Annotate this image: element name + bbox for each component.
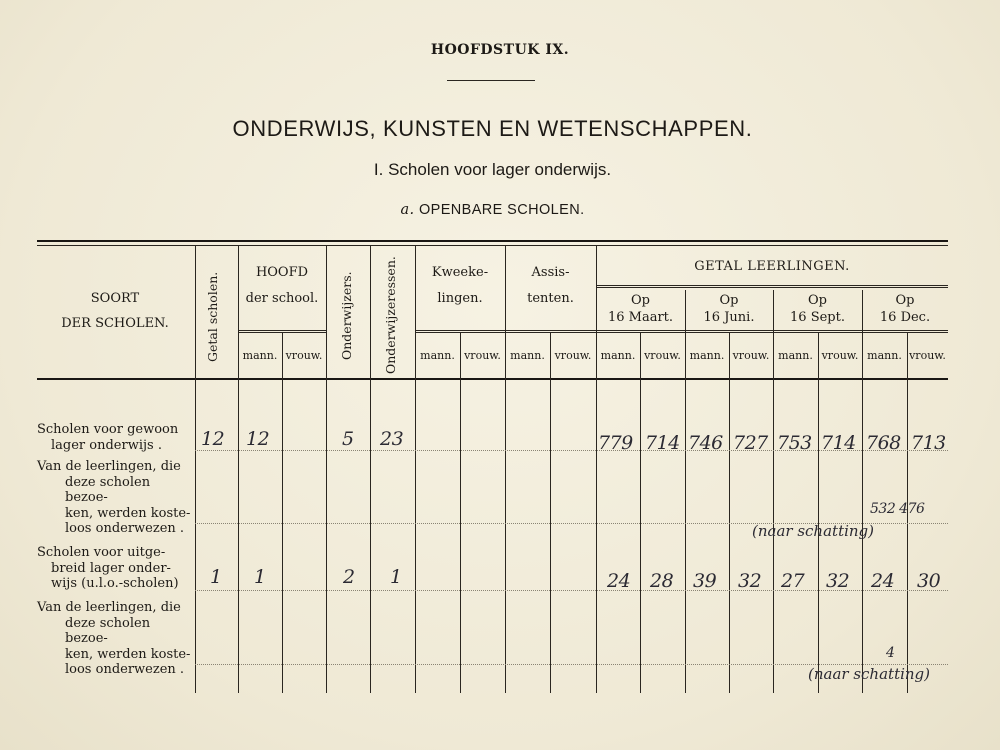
header-date-juni — [685, 292, 773, 326]
dates-rule — [596, 330, 948, 333]
row-label-line: wijs (u.l.o.-scholen) — [51, 576, 179, 591]
cell-leerlingen: 30 — [917, 570, 941, 592]
cell-leerlingen: 714 — [645, 432, 680, 454]
row-label-line: Scholen voor uitge- — [37, 545, 166, 560]
col-divider — [460, 333, 461, 693]
header-soort — [40, 290, 190, 332]
header-soort-line2: DER SCHOLEN. — [61, 316, 169, 331]
header-vrouw: vrouw. — [285, 349, 323, 362]
cell-leerlingen: 727 — [733, 432, 768, 454]
subsection-heading — [0, 202, 985, 218]
cell-onderwijzeressen: 23 — [380, 428, 404, 450]
table-top-rule — [37, 240, 948, 242]
page-title: ONDERWIJS, KUNSTEN EN WETENSCHAPPEN. — [232, 116, 753, 141]
cell-onderwijzers: 2 — [343, 566, 355, 588]
row-label-line: deze scholen bezoe- — [65, 474, 151, 505]
date-label: 16 Sept. — [790, 310, 845, 325]
header-mann: mann. — [600, 349, 636, 362]
note-values: 4 — [886, 645, 895, 661]
header-getal-scholen: Getal scholen. — [205, 271, 220, 362]
row-label-line: loos onderwezen . — [65, 662, 185, 677]
header-date-dec — [862, 292, 948, 326]
header-assis-line1: Assis- — [531, 265, 570, 280]
col-divider — [415, 246, 416, 693]
cell-getal-scholen: 1 — [210, 566, 222, 588]
cell-leerlingen: 746 — [688, 432, 723, 454]
header-onderwijzeressen: Onderwijzeressen. — [383, 256, 398, 374]
cell-leerlingen: 714 — [821, 432, 856, 454]
header-date-sept — [773, 292, 862, 326]
cell-hoofd-mann: 12 — [246, 428, 270, 450]
header-mann: mann. — [420, 349, 455, 362]
cell-getal-scholen: 12 — [201, 428, 225, 450]
subsection-letter: a. — [400, 202, 415, 218]
row-label-line: Scholen voor gewoon — [37, 422, 179, 437]
row-label-line: loos onderwezen . — [65, 521, 185, 536]
header-vrouw: vrouw. — [732, 349, 770, 362]
assis-rule — [505, 330, 596, 333]
col-divider — [505, 246, 506, 693]
header-mann: mann. — [242, 349, 278, 362]
row-label-kosteloos-1 — [37, 459, 192, 537]
cell-leerlingen: 779 — [598, 432, 633, 454]
col-divider — [238, 246, 239, 693]
date-label: 16 Juni. — [703, 310, 755, 325]
header-mann: mann. — [778, 349, 813, 362]
header-soort-line1: SOORT — [90, 291, 140, 306]
row-label-gewoon — [37, 422, 192, 453]
cell-hoofd-mann: 1 — [254, 566, 266, 588]
row-label-kosteloos-2 — [37, 600, 192, 678]
kweek-rule — [415, 330, 505, 333]
row-label-line: ken, werden koste- — [65, 505, 191, 521]
hoofd-rule — [238, 330, 326, 333]
header-vrouw: vrouw. — [821, 349, 859, 362]
header-onderwijzers: Onderwijzers. — [339, 271, 354, 360]
header-kweek-line1: Kweeke- — [431, 265, 489, 280]
col-divider — [640, 333, 641, 693]
date-label: 16 Dec. — [879, 310, 931, 325]
header-mann: mann. — [510, 349, 545, 362]
cell-leerlingen: 32 — [826, 570, 850, 592]
header-vrouw: vrouw. — [909, 349, 946, 362]
cell-leerlingen: 27 — [781, 570, 805, 592]
cell-leerlingen: 28 — [650, 570, 674, 592]
header-kweek-line2: lingen. — [437, 291, 483, 306]
row-label-line: deze scholen bezoe- — [65, 615, 151, 646]
col-divider — [818, 333, 819, 693]
cell-leerlingen: 39 — [693, 570, 717, 592]
header-getal-leerlingen: GETAL LEERLINGEN. — [694, 259, 850, 274]
cell-onderwijzers: 5 — [342, 428, 354, 450]
header-assis-line2: tenten. — [527, 291, 574, 306]
chapter-rule — [447, 80, 535, 81]
chapter-heading: HOOFDSTUK IX. — [430, 42, 570, 58]
cell-leerlingen: 24 — [871, 570, 895, 592]
cell-leerlingen: 768 — [866, 432, 901, 454]
header-mann: mann. — [867, 349, 902, 362]
note-estimate: (naar schatting) — [808, 665, 931, 683]
cell-leerlingen: 32 — [738, 570, 762, 592]
header-assistenten — [505, 264, 596, 307]
header-vrouw: vrouw. — [464, 349, 501, 362]
date-label: 16 Maart. — [607, 310, 674, 325]
col-divider — [729, 333, 730, 693]
header-hoofd — [238, 264, 326, 307]
cell-leerlingen: 24 — [607, 570, 631, 592]
row-label-line: lager onderwijs . — [51, 437, 162, 453]
row-label-line: breid lager onder- — [51, 560, 171, 576]
row-label-line: Van de leerlingen, die — [37, 600, 181, 615]
table-top-rule-thin — [37, 245, 948, 246]
note-values: 532 476 — [870, 501, 925, 517]
cell-onderwijzeressen: 1 — [390, 566, 402, 588]
cell-leerlingen: 753 — [777, 432, 812, 454]
row-label-ulo — [37, 545, 192, 592]
date-op: Op — [631, 293, 650, 308]
header-vrouw: vrouw. — [554, 349, 592, 362]
date-op: Op — [895, 293, 915, 308]
col-divider — [370, 246, 371, 693]
header-date-maart — [596, 292, 685, 326]
header-kweekelingen — [415, 264, 505, 307]
subsection-title: OPENBARE SCHOLEN. — [418, 202, 585, 218]
row-label-line: ken, werden koste- — [65, 646, 191, 662]
header-hoofd-line1: HOOFD — [255, 265, 309, 280]
header-mann: mann. — [689, 349, 725, 362]
col-divider — [326, 246, 327, 693]
col-divider — [195, 246, 196, 693]
col-divider — [550, 333, 551, 693]
section-heading: I. Scholen voor lager onderwijs. — [373, 160, 612, 179]
header-hoofd-line2: der school. — [245, 291, 319, 306]
date-op: Op — [808, 293, 827, 308]
note-estimate: (naar schatting) — [752, 522, 875, 540]
header-vrouw: vrouw. — [644, 349, 681, 362]
leerlingen-rule — [596, 285, 948, 288]
table-header-bottom-rule — [37, 378, 948, 380]
cell-leerlingen: 713 — [911, 432, 946, 454]
col-divider — [282, 333, 283, 693]
row-label-line: Van de leerlingen, die — [37, 459, 181, 474]
date-op: Op — [719, 293, 739, 308]
